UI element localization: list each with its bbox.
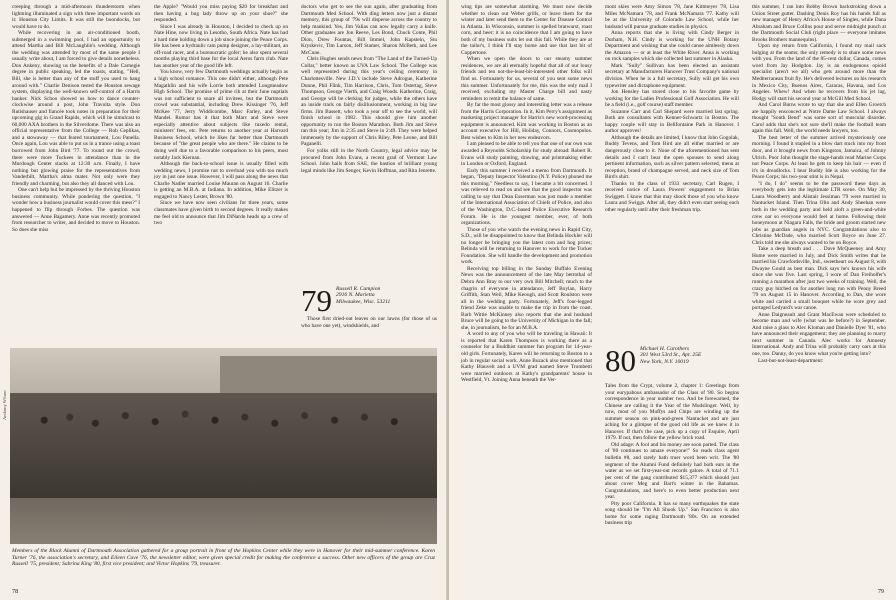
paragraph: And Carol Burns wrote to say that she and Ellen Groetch are happily ensconced at Notre Dame Law School. I always thought "South Bend" was some sort of muscular disorder. Carol adds that she's not sure she'll make the football team again this fall. Well, the world needs lawyers, too. xyxy=(752,102,886,135)
paragraph: Suzanne Carr and Carl Shepard were married last spring. Both are consultants with Kenner-Schwartz in Boston. The happy couple will stay in Bellfontaine Park in Hanover. I author approves! xyxy=(605,108,739,135)
photo-foreground xyxy=(10,498,437,544)
paragraph: Tales from the Crypt, volume 2, chapter 1: Greetings from your eurypabous ambassador of the Class of '80. So begins correspondence in year number two. And be forewarned, the Chinese are calling it the Year of the Mudslinger. Well, by now, most of you Muffys and Chips are winding up the summer season on pink-and-green Nantucket and are just aching for a glimpse of the good old life as we knew it in Hanover. If that's the case, pick up a copy of Esquire, April 1979. If not, then follow the yellow brick road. xyxy=(605,383,739,442)
class-80-city: New York, N.Y. 10019 xyxy=(640,358,689,365)
paragraph: the Apple? "Would you miss paying $20 for breakfast and then having a bug lady throw up on your shoe?" she responded. xyxy=(154,4,288,24)
class-80-header xyxy=(605,343,739,378)
paragraph: Early this summer I received a memo from Dartmouth. It began, "Deputy Inspector Valentino (N.Y. Police) phoned me this morning." Needless to say, I became a bit concerned. I was relieved to read on and see that the good inspector was calling to say that Dean Esserman was just made a member of the International Association of Chiefs of Police, and also of the Washington, D.C.-based Police Executive Research Forum. He is the youngest member, ever, of both organizations. xyxy=(461,167,592,227)
paragraph: Anne Daigneault and Grant MacEwan were scheduled to become man and wife (what was he before?) in September. And raise a glass to Alec Kloman and Danielle Dyer '81, who have announced their engagement; they are planning to marry next summer in Canada. Alec works for Amnesty International. Andy and Trina will probably carry oars at this one, too. Danny, do you know what you're getting into? xyxy=(752,311,886,357)
paragraph: When we open the doors to our steamy summer residences, we are all eternally hopeful that all of our lousy friends and ten not-the-least-bit-interested other folks will find us. Fortunately for us, several of you sent some news this summer. Unfortunately for me, this was the only mail I received, excluding my Master Charge bill and nasty reminders to remit the balance of same. xyxy=(461,56,592,102)
paragraph: Anna reports that she is living with Cindy Berger in Durham, N.H. Cindy is working for the UNH Botany Department and wishing that she could canoe aimlessly down the Amazon — or at least the White River. Anna is working on rock samples which she collected last summer in Alaska. xyxy=(605,30,739,63)
paragraph: One can't help but be impressed by the thriving Houston business community. While pondering the question, "I wonder how a business journalist would cover this mess?" I happened to flip through Forbes. The question was answered — Anne Bagamery. Anne was recently promoted from researcher to writer, and decided to move to Houston. So does she miss xyxy=(12,187,140,233)
right-column-2-lower xyxy=(605,383,739,588)
page-number-right: 79 xyxy=(877,588,884,595)
paragraph: Those of you who watch the evening news in Rapid City, S.D., will be disappointed to know that Belinda Hockler will no longer be bringing you the latest corn and hog prices; Belinda will be returning to Hanover to work for the Tucker Foundation. She will handle the development and promotion work. xyxy=(461,226,592,266)
paragraph: wing tips are somewhat alarming. We must now decide whether to clean out Weber grills, or leave them for the winter and later send them to the Center for Disease Control in Atlanta. In Wisconsin, summer is spelled bratwurst, roast corn, and beer; it is no coincidence that I am going to have both of my business suits let out this fall. While they are at the tailor's, I think I'll stay home and use that last bit of Coppertone. xyxy=(461,4,592,56)
group-photo xyxy=(10,348,437,544)
paragraph: While recovering in an air-conditioned booth, submerged in a swimming pool, I had an opportunity to attend Martha and Bill McLaughlin's wedding. Although the wedding was attended by most of the same people I usually write about, I am forced to give details nonetheless. Don Ankeny, showing us the benefits of a Dale Carnegie degree in public speaking, led the toasts, stating, "Hell, Bill, she is better than any of the stuff you used to hang around with." Charlie Denison tested the Houston sewage system, displaying the well-known self-control of a Harris banker. Nick Schoo showed us how to dance counter-clockwise around a post, John Travolta style. Don Rutishauser and fiancée took notes in preparation for their upcoming gig in Grand Rapids, which will be simulcast to 60,000 AXA brothers in the Silverdome. There was also an official representative from the College — Rob Ceplikas, and a stowaway — that feared tournament, Lou Panella. Once again, Lou was able to put us in a trance using a toast borrowed from John Bird '77. To round out the crowd, there were more Tuckees in attendance than in the Murdough Center stacks at 12:30 a.m. Finally, I have nothing but glowing praise for the representatives from Vanderbilt, Martha's alma mater. Not only were they friendly and charming, but also they all danced with Lou. xyxy=(12,30,140,187)
class-80-street: 301 West 53rd St., Apt. 25E xyxy=(640,352,702,359)
left-column-1 xyxy=(12,4,140,249)
class-79-intro: Those first dried-out leaves on our lawns (for those of us who have one yet), windshields, and xyxy=(301,316,437,329)
paragraph: Although the details are limited, I know that John Gogolak, Buddy Tevens, and Tom Bird are all either married or are dangerously close to it. None of the aforementioned has sent details and I can't bear the open spouses to send along pertinent information, such as silver pattern selected, menu at reception, brand of champagne served, and neck size of Tom Bird's shirt. xyxy=(605,134,739,181)
right-column-3 xyxy=(752,4,886,592)
paragraph: Upon my return from California, I found my mail sack bulging at the seams; the only remedy is to share some news with you. From the land of the 85-cent dollar, Canada, comes word from Jay Hodgdon. Jay is an endogenous opioid specialist (aren't we all) who gets around more than the Mediterranean fruit fly. He's delivered lectures on his research in Mexico City, Buenos Aires, Caracas, Havana, and Los Angeles. Whew! And when he recovers from his jet lag, Hodgy will start his second year at McGill Med School. xyxy=(752,43,886,102)
paragraph: Pity poor California. It has so many earthquakes the state song should be "I'm All Shook Up." San Francisco is also home for some raging Dartmouth '80s. On an extended business trip xyxy=(605,500,739,527)
page-number-left: 78 xyxy=(12,588,19,595)
class-79-street: 2916 N. Marietta xyxy=(336,292,375,299)
photo-credit: Anthony Wilson xyxy=(2,390,7,420)
photo-caption: Members of the Black Alumni of Dartmouth Association gathered for a group portrait in front of the Hopkins Center while they were in Hanover for their mid-summer conference. Karen Turner '76, the association's secretary, and Eileen Cave '76, the newsletter editor, were given special credit for making the conference a success. Other new officers of the group are Cruz Russell '75, president; Sabrina King '80, first vice president; and Victor Hopkins '79, treasurer. xyxy=(12,548,435,568)
paragraph: Receiving top billing in the Sunday Buffalo Evening News was the announcement of the late May betrothal of Debra Ann Bray to our very own Bill Mitchell; much to the chagrin of everyone in attendance, Jeff Boylan, Harry Griffith, Stan Weil, Mike Keough, and Scott Roulston were all in the wedding party. Fortunately, Jeff's four-legged friend Zeke was unable to make the trip in from the coast. Barb Wittie McKinney also reports that she and husband Bruce will be going to the University of Michigan in the fall; she, in journalism, he for an M.B.A. xyxy=(461,265,592,331)
paragraph: A word to any of you who will be traveling in Hawaii: It is reported that Karen Thompson is working there as a counselor for a Buddhist summer fun program for 14-year-old girls. Fortunately, Karen will be returning to Boston to a job in regular social work. Anne Buzack also mentioned that Kathy Blauvelt and a UVM grad named Steve Trombetti were married outdoors at Kathy's grandparents' house in Westfield, Vt. Joining Anna beneath the Ver- xyxy=(461,331,592,384)
paragraph: By far the most glossy and interesting letter was a release from the Harris Corporation. In it, Kim Perry's assignment as marketing project manager for Harris's new word-processing equipment is announced. Kim was working in Boston as an account executive for Hill, Holiday, Connors, Cosmopulos. Best wishes to Kim in her new endeavors. xyxy=(461,102,592,141)
class-year-79: 79 xyxy=(301,283,332,318)
class-79-secretary: Russell R. Campion xyxy=(336,286,381,292)
paragraph: For yolks still in the North Country, legal advice may be procured from John Evans, a recent grad of Vermont Law School. John hails from SAE, the bastion of brilliant young legal minds like Jim Senger, Kevin Hoffman, and Rita Jenrette. xyxy=(301,148,437,174)
left-column-2 xyxy=(154,4,288,249)
class-79-header xyxy=(301,283,437,329)
right-column-1 xyxy=(461,4,592,596)
left-page xyxy=(0,0,447,600)
paragraph: creeping through a mid-afternoon thunderstorm when lightning illuminated a sign with three important words on it: Houston City Limits. It was still the boondocks, but would have to do. xyxy=(12,4,140,30)
paragraph: Take a deep breath and . . . Dave McQueeney and Amy Hume were married in July, and Dick Smith writes that he married his Crawfordsville, Ind., sweetheart on August 8, with Dwayne Gould as best man. Dick says he's known his wife since she was five. Last spring, I wore of Dan Freiholfer's running a marathon after just two weeks of training. Well, the crazy guy hitched on for another long run with Penny Breed '79 on August 15 in Hanover. According to Dan, she wore white and carried a small bouquet while he wore grey and portaged Ledyard's war canoe. xyxy=(752,246,886,312)
class-79-city: Milwaukee, Wisc. 53211 xyxy=(336,298,391,305)
paragraph: Jon Hensley has stored close to his favorite game by working for the Ladies Professional Golf Association. He will be a field (i.e., golf course) staff member. xyxy=(605,89,739,109)
paragraph: Since I was already in Houston, I decided to check up on Nate Hine, now living in Lesotho, South Africa. Nate has had a hard time holding down a job since joining the Peace Corps. He has been a hydraulic ram pump designer, a lay-militant, an off-road racer, and a bureaucratic gofer; he also spent several months playing third base for the local Aeros farm club. Nate has another year of the good life left. xyxy=(154,23,288,69)
paragraph: Since we have now seen civilians for three years, some classmates have given birth to second degrees. It really makes me feel old to announce that Jim DiNardo heads up a crew of two xyxy=(154,200,288,227)
paragraph: Although the back-to-school issue is usually filled with wedding news, I promise not to overload you with too much joy in just one issue. However, I will pass along the news that Charlie Nadler married Louise Mauran on August 16. Charlie is getting an M.B.A. at Indiana. In addition, Mike Elitzer is engaged to Nancy Lester, Brown '80. xyxy=(154,161,288,200)
paragraph: doctors who get to see the sun again, after graduating from Dartmouth Med School. With ding letters now just a distant memory, this group of '79s will disperse across the country to help mankind. Yes, Jim Valias can now legally carry a knife. Other graduates are Jon Reeve, Les Bond, Chuck Conte, Phil Dion, Drew Fountas, Bill Immel, John Kapstein, Stu Kryskevic, Tim Larson, Jeff Stamer, Sharon McBeth, and Lee McCune. xyxy=(301,4,437,56)
paragraph: Thanks to the class of 1933 secretary, Carl Rugen, I received notice of Laura Powers' engagement to Brian Swiggett. I know that this may shock those of you who know Laura and Swiggs. After all, they didn't even start seeing each other regularly until after their freshman trip. xyxy=(605,180,739,213)
class-80-secretary: Michael H. Carothers xyxy=(640,346,690,352)
left-column-3 xyxy=(301,4,437,230)
paragraph: mont skies were Amy Simon '78, Jane Kittmeyer '78, Lisa Miles McNamara '78, and Frank McNamara '77. Kathy will be at the University of Colorado Law School, while her husband will pursue graduate studies in physics. xyxy=(605,4,739,30)
paragraph: The best letter of the summer arrived mysteriously one morning. I found it stapled in a blow dart stuck into my front door, and it brought news from Kingston, Jamaica, of Johnny Ulrich. Poor John thought the stage-hands read Marine Corps not Peace Corps. At least he gets to keep his hair — even if it's in dreadlocks. I hear Buddy Ide is also working for the Peace Corps; his two-year stint is in Nepal. xyxy=(752,134,886,181)
paragraph: I am pleased to be able to tell you that one of our own was awarded a Reynolds Scholarship for study abroad: Robert R. Evans will study painting, drawing, and printmaking either in London or Oxford, England. xyxy=(461,141,592,168)
right-column-2 xyxy=(605,4,739,347)
paragraph: "I do, I do" seems to be the password these days as everybody gets into the legitimate LTR scene. On May 30, Laura Woodberry and Alistair Jessiman '79 were married in Nantucket Island. Then Trina Olin and Andy Sheehan were both in the wedding party and held aloft a green-and-white crew oar so everyone would feel at home. Following their honeymoon at Niagara Falls, the bride and groom started new jobs as guardian angels in NYC. Congratulations also to Christine McDade, who married Scott Boyce on June 27. Chris told me she always wanted to be on Boyce. xyxy=(752,180,886,246)
paragraph: Last-but-not-least-department: xyxy=(758,357,824,364)
class-year-80: 80 xyxy=(605,343,636,378)
paragraph: Mark "Sully" Sullivan has been elected an assistant secretary at Manufacturers Hanover Trust Company's national division. When he is a full secretary, Sully will get his own typewriter and dictaphone equipment. xyxy=(605,62,739,89)
right-page xyxy=(449,0,896,600)
paragraph: Old adage: A fool and his money are soon parted. The class of '80 continues to amaze everyone!" So reads class agent bulletin #8, and rarely hath truer word been writ. The '80 segment of the Alumni Fund definitely had both ears in the water as we set first-year-out records galore. A total of 71.1 per cent of the gang contributed $15,377 which should just about cover Meg and Bart's winter in the Bahamas. Congratulations, and here's to even better production next year. xyxy=(605,441,739,501)
paragraph: this summer, I ran into Bobby Brown backstroking down a Union Street gutter. Dashing Denis Roy has his hands full as new manager of Henry Africa's House of Singles, while Dana Abraham and Bruce Collins pour and serve midnight punch at the Dartmouth Social Club (right place — everyone imitates Brooks Brothers mannequins). xyxy=(752,4,886,43)
paragraph: You know, very few Dartmouth weddings actually begin as a high school romance. This one didn't either, although Pete Magathlin and his wife Lorrie both attended Longmeadow High School. The promise of prime rib at their June nuptials was not sufficient to snare all invitees, but the Dartmouth crowd was substantial, including Drew Kissinger '76, Jeff McKee '77, Jerry Widdicombe, Marc Farley, and Steve Mandel. Rumor has it that both Marc and Steve were especially attentive about subjects like tuxedo rental, ministers' fees, etc. Pete returns to another year at Harvard Business School, which he likes far better than Dartmouth because of "the great people who are there." He claims to be doing well due to a favorable comparison to his peers, most notably Jack Kiernan. xyxy=(154,69,288,161)
paragraph: Chris Hughes sends news from "The Land of the Turned-Up Collar," better known as UVA Law School. The College was well represented during this year's ceiling ceremony in Charlottesville. New J.D.'s include Steve Adrogue, Katherine Dunne, Phil Flink, Tim Harrison, Chris, Tom Ostertag, Steve Thompson, George Vierth, and Craig Woods. Katherine, Craig, and George will be clerking for judges, while the others have an inside track on fairly disillusionment, working in big law firms. Jim Bassett, who took a year off to see the world, will finish school in 1982. This should give him another opportunity to run the Boston Marathon. Both Jim and Steve ran this year; Jim in 2:35 and Steve in 2:49. They were helped immensely by the support of Chris Riley, Pete Leone, and Bill Paganelli. xyxy=(301,56,437,148)
